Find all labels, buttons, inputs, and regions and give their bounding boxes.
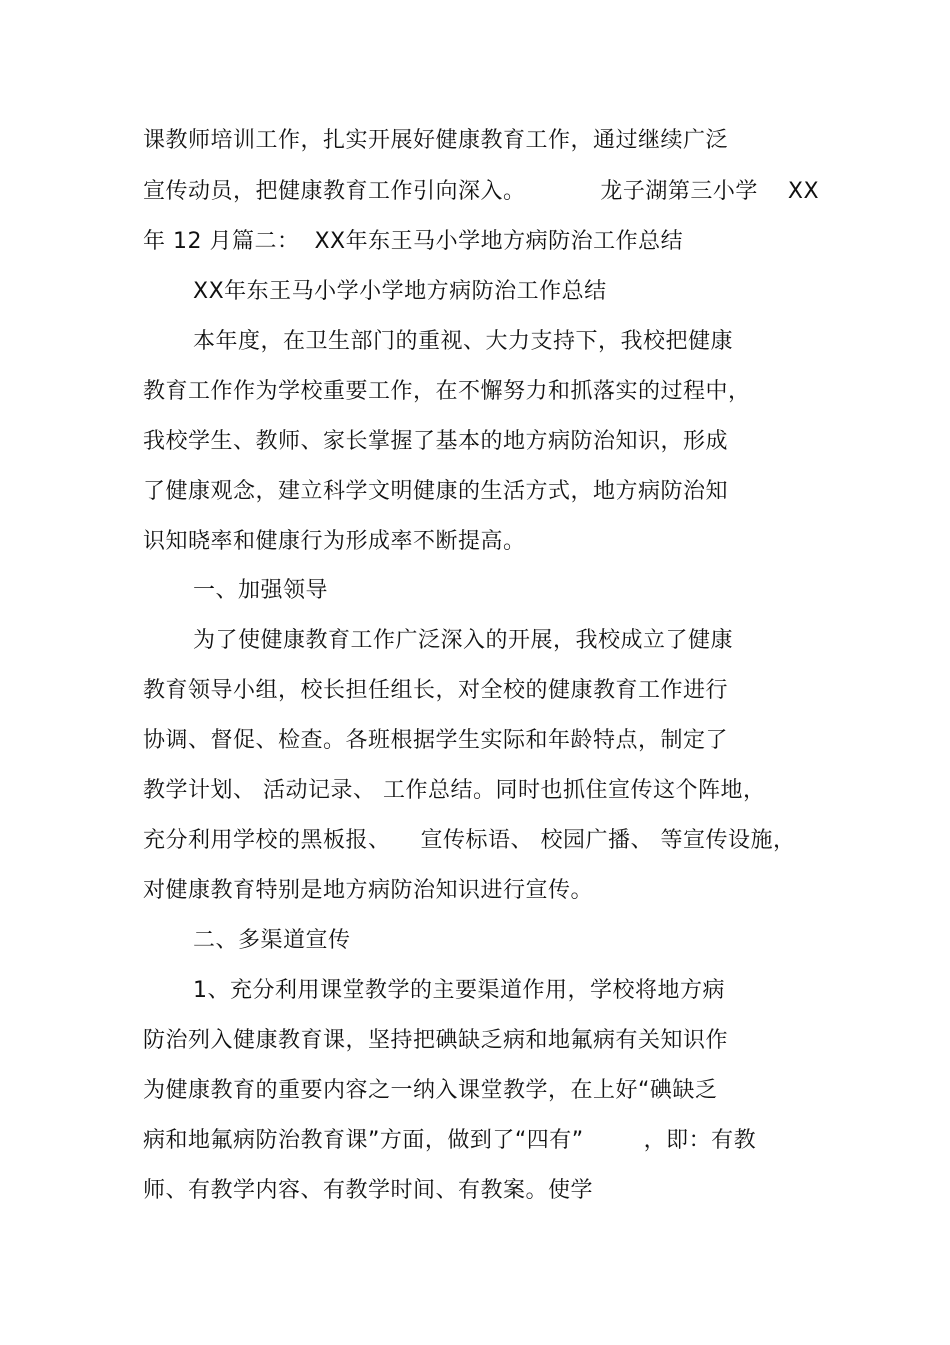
- text-line: 我校学生、教师、家长掌握了基本的地方病防治知识，形成: [143, 429, 729, 454]
- text-line: 协调、督促、检查。各班根据学生实际和年龄特点，制定了: [143, 728, 729, 753]
- text-line: 防治列入健康教育课，坚持把碘缺乏病和地氟病有关知识作: [143, 1028, 729, 1053]
- text-line: 了健康观念，建立科学文明健康的生活方式，地方病防治知: [143, 479, 729, 504]
- text-line: 课教师培训工作，扎实开展好健康教育工作，通过继续广泛: [143, 128, 729, 153]
- section-heading: 一、加强领导: [193, 578, 329, 603]
- text-line: 识知晓率和健康行为形成率不断提高。: [143, 529, 526, 554]
- text-line: 年 12 月篇二： XX年东王马小学地方病防治工作总结: [143, 229, 684, 254]
- section-title: XX年东王马小学小学地方病防治工作总结: [193, 279, 607, 304]
- text-line: 教育领导小组，校长担任组长，对全校的健康教育工作进行: [143, 678, 729, 703]
- text-line: 为了使健康教育工作广泛深入的开展，我校成立了健康: [193, 628, 734, 653]
- text-line: 充分利用学校的黑板报、 宣传标语、 校园广播、 等宣传设施，: [143, 828, 796, 853]
- text-line: 对健康教育特别是地方病防治知识进行宣传。: [143, 878, 594, 903]
- text-line: 宣传动员，把健康教育工作引向深入。 龙子湖第三小学 XX: [143, 179, 820, 204]
- text-line: 1、充分利用课堂教学的主要渠道作用，学校将地方病: [193, 978, 725, 1003]
- text-line: 教学计划、 活动记录、 工作总结。同时也抓住宣传这个阵地，: [143, 778, 766, 803]
- text-line: 教育工作作为学校重要工作，在不懈努力和抓落实的过程中，: [143, 379, 751, 404]
- section-heading: 二、多渠道宣传: [193, 928, 351, 953]
- text-line: 本年度，在卫生部门的重视、大力支持下，我校把健康: [193, 329, 734, 354]
- text-line: 师、有教学内容、有教学时间、有教案。使学: [143, 1178, 594, 1203]
- text-line: 为健康教育的重要内容之一纳入课堂教学，在上好“碘缺乏: [143, 1078, 718, 1103]
- text-line: 病和地氟病防治教育课”方面，做到了“四有” ，即：有教: [143, 1128, 757, 1153]
